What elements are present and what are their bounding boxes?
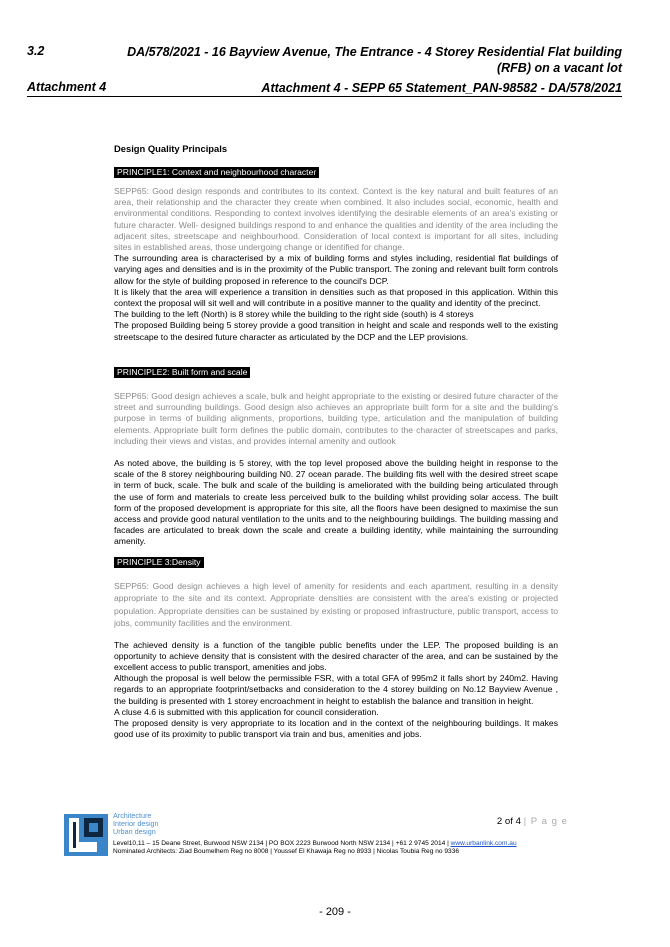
document-header [27,44,622,78]
principle-2-sepp: SEPP65: Good design achieves a scale, bulk and height appropriate to the existing or desired future character of the street and surrounding buildings. Good design also achieves an appropriate built form for a site and the building's purpose in terms of building alignments, proportions, building type, articulation and the manipulation of building elements. Appropriate built form defines the public domain, contributes to the character of streetscapes and parks, including their views and vistas, and provides internal amenity and outlook [114,391,558,446]
attachment-label: Attachment 4 [27,80,107,94]
item-number: 3.2 [27,44,45,58]
firm-line: Architecture [113,811,152,820]
page-word: | P a g e [523,816,568,827]
firm-line: Interior design [113,819,159,828]
principle-3-label: PRINCIPLE 3:Density [114,557,204,568]
header-title-line2: (RFB) on a vacant lot [496,61,622,75]
firm-address [113,840,517,857]
paragraph: The achieved density is a function of the tangible public benefits under the LEP. The proposed building is an opportunity to achieve density that is consistent with the desired character of the area, and can be sustained by the excellent access to public transport, amenities and jobs. [114,639,558,673]
principle-2-label: PRINCIPLE2: Built form and scale [114,367,250,378]
attachment-header [27,80,622,97]
page-number: - 209 - [319,906,351,918]
website-link[interactable]: www.urbanlink.com.au [450,840,517,847]
paragraph: The building to the left (North) is 8 storey while the building to the right side (south) is 4 storeys [114,309,474,320]
principle-2-body [114,391,558,548]
principle-1-sepp: SEPP65: Good design responds and contributes to its context. Context is the key natural and built features of an area, their relationship and the character they create when combined. It also includes social, economic, health and environmental conditions. Responding to context involves identifying the desirable elements of an area's existing or future character. Well- designed buildings respond to and enhance the qualities and identity of the area including the adjacent sites, streetscape and neighbourhood. Consideration of local context is important for all sites, including sites in established areas, those undergoing change or identified for change. [114,186,558,253]
paragraph: The surrounding area is characterised by a mix of building forms and styles including, residential flat buildings of varying ages and densities and is in the proximity of the Public transport. The zoning and relevant built form controls allow for the style of building proposed in reference to the council's DCP. [114,253,558,286]
paragraph: Although the proposal is well below the permissible FSR, with a total GFA of 995m2 it falls short by 240m2. Having regards to an appropriate footprint/setbacks and consideration to the 4 storey building on No.12 Bayview Avenue , the building is presented with 1 storey encroachment in height to establish the balance and transition in height. [114,673,558,706]
page-indicator [497,816,568,827]
firm-disciplines [113,812,159,836]
paragraph: As noted above, the building is 5 storey, with the top level proposed above the building height in response to the scale of the 8 storey neighbouring building N0. 27 ocean parade. The building fits well with the desired street scape in term of buck, scale. The bulk and scale of the building is ameliorated with the building being articulated through the use of form and materials to create less perceived bulk to the building whilst providing solar access. The built form of the proposed development is appropriate for this site, all the floors have been designed to maximise the sun access and provide good natural ventilation to the units and to the neighbouring buildings. The building massing and facades are articulated to break down the scale and create a building identity, while maintaining the surrounding amenity. [114,458,558,547]
paragraph: The proposed density is very appropriate to its location and in the context of the neighbouring buildings. It makes good use of its proximity to public transport via train and bus, amenities and jobs. [114,718,558,740]
paragraph: A cluse 4.6 is submitted with this application for council consideration. [114,706,379,717]
header-title [127,44,622,76]
page-of: 2 of 4 [496,816,521,827]
nominated-architects: Nominated Architects: Ziad Boumelhem Reg no 8008 | Youssef El Khawaja Reg no 8933 | Nicolas Toubia Reg no 9336 [113,848,460,856]
paragraph: The proposed Building being 5 storey provide a good transition in height and scale and responds well to the existing streetscape to the desired future character as articulated by the DCP and the LEP provisions. [114,320,558,342]
urbanlink-logo-icon [64,814,108,856]
attachment-title: Attachment 4 - SEPP 65 Statement_PAN-98582 - DA/578/2021 [261,81,622,95]
firm-line: Urban design [113,827,156,836]
principle-3-sepp: SEPP65: Good design achieves a high level of amenity for residents and each apartment, resulting in a density appropriate to the site and its context. Appropriate densities are consistent with the area's existing or projected population. Appropriate densities can be sustained by existing or proposed infrastructure, public transport, access to jobs, community facilities and the environment. [114,581,558,629]
address-text: Level10,11 – 15 Deane Street, Burwood NSW 2134 | PO BOX 2223 Burwood North NSW 2134 | +61 2 9745 2014 | [113,840,451,847]
principle-1-body [114,186,558,343]
header-title-line1: DA/578/2021 - 16 Bayview Avenue, The Entrance - 4 Storey Residential Flat building [127,45,622,59]
section-title: Design Quality Principals [114,143,228,154]
page-footer [64,812,594,862]
paragraph: It is likely that the area will experience a transition in densities such as that proposed in this application. Within this context the proposal will sit well and will contribute in a positive manner to the quality and identity of the precinct. [114,286,558,309]
principle-1-label: PRINCIPLE1: Context and neighbourhood character [114,167,319,178]
principle-3-body [114,580,558,740]
